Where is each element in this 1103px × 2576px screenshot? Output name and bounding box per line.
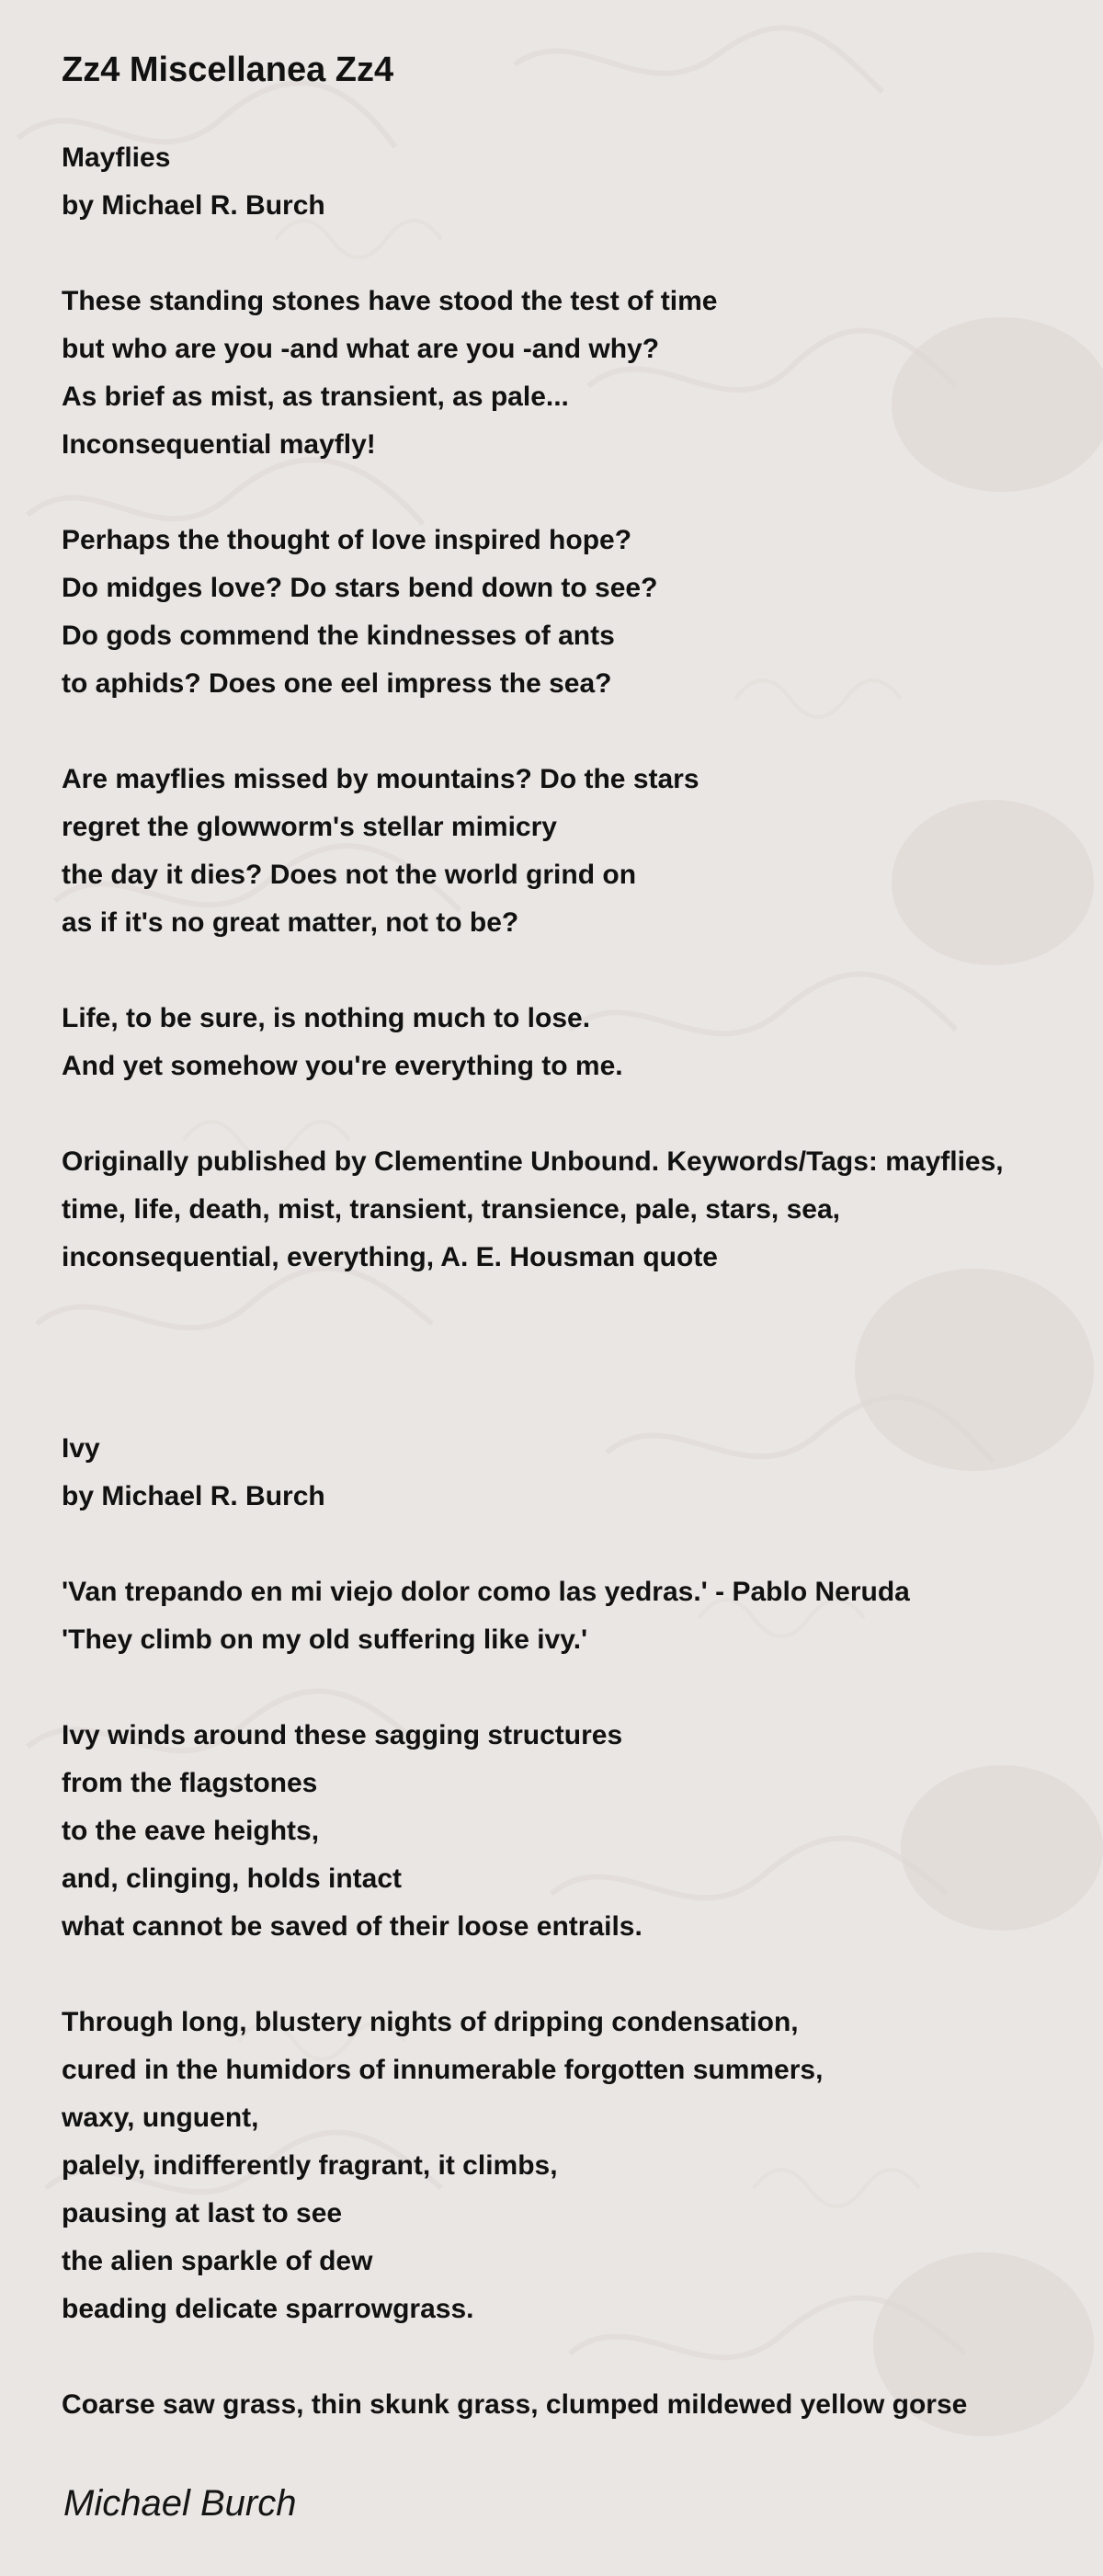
poem-line: Through long, blustery nights of dripping condensation,	[62, 2007, 799, 2037]
poem-line: cured in the humidors of innumerable forgotten summers,	[62, 2055, 824, 2085]
poem-line: Ivy winds around these sagging structures	[62, 1720, 623, 1750]
poem-line: and, clinging, holds intact	[62, 1864, 403, 1894]
poem-line: Coarse saw grass, thin skunk grass, clumped mildewed yellow gorse	[62, 2389, 968, 2420]
poem-title: Ivy	[62, 1433, 100, 1464]
stanza-gap	[62, 230, 1091, 278]
poem-line: from the flagstones	[62, 1768, 318, 1798]
poem-line: Perhaps the thought of love inspired hope?	[62, 525, 632, 555]
poem-byline: by Michael R. Burch	[62, 1481, 325, 1511]
poem-line: As brief as mist, as transient, as pale...	[62, 382, 569, 412]
poem-line: Inconsequential mayfly!	[62, 429, 376, 460]
poem-line: time, life, death, mist, transient, transience, pale, stars, sea,	[62, 1194, 840, 1225]
poem-line: 'They climb on my old suffering like ivy.'	[62, 1624, 588, 1655]
poem-line: inconsequential, everything, A. E. Housman quote	[62, 1242, 718, 1272]
poem-line: the alien sparkle of dew	[62, 2246, 373, 2276]
poem-line: 'Van trepando en mi viejo dolor como las yedras.' - Pablo Neruda	[62, 1577, 910, 1607]
stanza-gap	[62, 1521, 1091, 1568]
stanza-gap	[62, 1951, 1091, 1999]
poem-line: the day it dies? Does not the world grind on	[62, 860, 637, 890]
stanza-gap	[62, 1090, 1091, 1138]
stanza-gap	[62, 2333, 1091, 2381]
poem-line: to the eave heights,	[62, 1816, 320, 1846]
poem-line: waxy, unguent,	[62, 2103, 259, 2133]
poem-list	[62, 134, 1091, 2429]
poem-content	[62, 48, 1091, 2429]
poem-line: but who are you -and what are you -and why?	[62, 334, 660, 364]
poem-line: Do midges love? Do stars bend down to see?	[62, 573, 658, 603]
poem-byline: by Michael R. Burch	[62, 190, 325, 221]
poem-line: to aphids? Does one eel impress the sea?	[62, 668, 612, 699]
poem-line: pausing at last to see	[62, 2198, 343, 2228]
poem-title: Mayflies	[62, 142, 171, 173]
poem-line: Originally published by Clementine Unbound. Keywords/Tags: mayflies,	[62, 1146, 1004, 1177]
poem-line: what cannot be saved of their loose entrails.	[62, 1911, 642, 1942]
poem-line: And yet somehow you're everything to me.	[62, 1051, 623, 1081]
author-signature: Michael Burch	[63, 2483, 297, 2524]
page-title: Zz4 Miscellanea Zz4	[62, 51, 394, 89]
poem-line: Life, to be sure, is nothing much to lose.	[62, 1003, 591, 1033]
stanza-gap	[62, 947, 1091, 995]
poem-line: Do gods commend the kindnesses of ants	[62, 621, 615, 651]
poem-line: palely, indifferently fragrant, it climbs,	[62, 2150, 558, 2181]
poem-line: as if it's no great matter, not to be?	[62, 907, 519, 938]
stanza-gap	[62, 469, 1091, 517]
poem-separator	[62, 1282, 1091, 1425]
poem-line: Are mayflies missed by mountains? Do the stars	[62, 764, 699, 794]
stanza-gap	[62, 1664, 1091, 1712]
poem-line: These standing stones have stood the test of time	[62, 286, 718, 316]
poem-line: beading delicate sparrowgrass.	[62, 2294, 474, 2324]
stanza-gap	[62, 708, 1091, 756]
poem-line: regret the glowworm's stellar mimicry	[62, 812, 557, 842]
